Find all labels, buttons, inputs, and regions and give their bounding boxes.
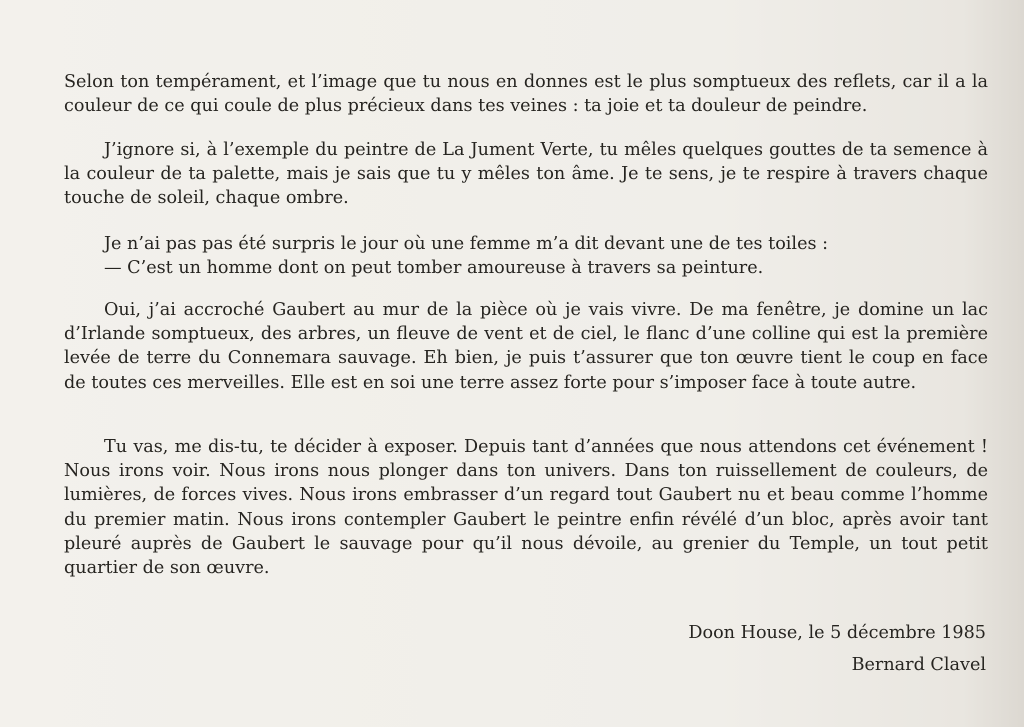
place-date: Doon House, le 5 décembre 1985 (688, 623, 986, 643)
paragraph-3: Oui, j’ai accroché Gaubert au mur de la pièce où je vais vivre. De ma fenêtre, je domine un lac d’Irlande somptueux, des arbres, un fleuve de vent et de ciel, le flanc d’une colline qui est la première levée de terre du Connemara sauvage. Eh bien, je puis t’assurer que ton œuvre tient le coup en face de toutes ces merveilles. Elle est en soi une terre assez forte pour s’imposer face à toute autre. (64, 300, 988, 393)
quote-intro: Je n’ai pas pas été surpris le jour où une femme m’a dit devant une de tes toiles : (104, 234, 829, 254)
paragraph-1: Selon ton tempérament, et l’image que tu nous en donnes est le plus somptueux des reflets, car il a la couleur de ce qui coule de plus précieux dans tes veines : ta joie et ta douleur de peindre. (64, 72, 988, 117)
quote-block (104, 232, 988, 280)
paragraph-2: J’ignore si, à l’exemple du peintre de La Jument Verte, tu mêles quelques gouttes de ta semence à la couleur de ta palette, mais je sais que tu y mêles ton âme. Je te sens, je te respire à travers chaque touche de soleil, chaque ombre. (64, 140, 988, 209)
quote-line: — C’est un homme dont on peut tomber amoureuse à travers sa peinture. (104, 258, 764, 279)
paragraph-4: Tu vas, me dis-tu, te décider à exposer. Depuis tant d’années que nous attendons cet événement ! Nous irons voir. Nous irons nous plonger dans ton univers. Dans ton ruissellement de couleurs, de lumières, de forces vives. Nous irons embrasser d’un regard tout Gaubert nu et beau comme l’homme du premier matin. Nous irons contempler Gaubert le peintre enfin révélé d’un bloc, après avoir tant pleuré auprès de Gaubert le sauvage pour qu’il nous dévoile, au grenier du Temple, un tout petit quartier de son œuvre. (64, 437, 988, 579)
signature: Bernard Clavel (851, 655, 986, 675)
